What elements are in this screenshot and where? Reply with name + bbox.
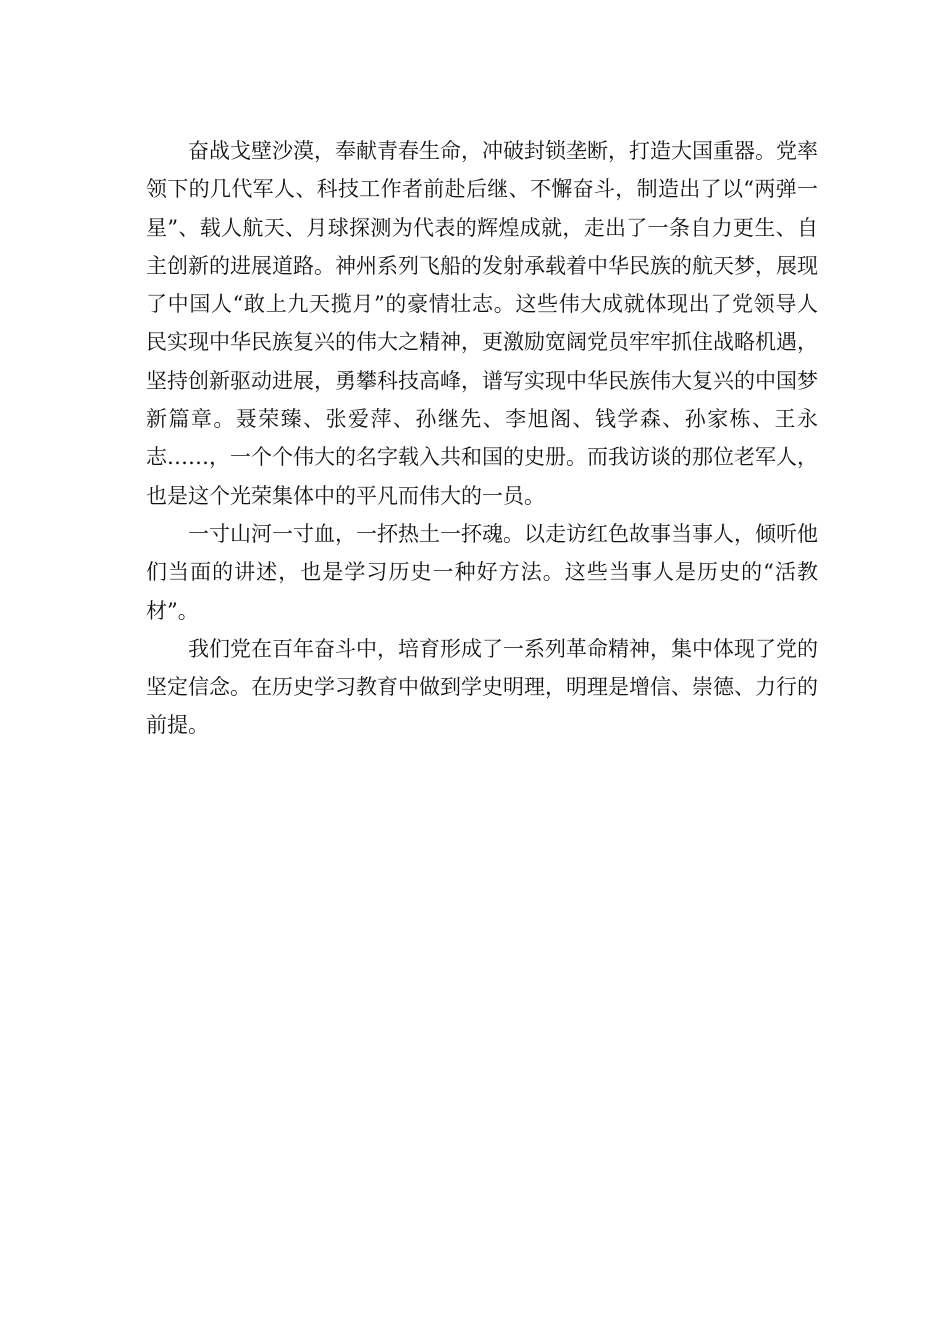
paragraph-1: 奋战戈壁沙漠，奉献青春生命，冲破封锁垄断，打造大国重器。党率领下的几代军人、科技工作者前赴后继、不懈奋斗，制造出了以“两弹一星”、载人航天、月球探测为代表的辉煌成就，走出了一条自力更生、自主创新的进展道路。神州系列飞船的发射承载着中华民族的航天梦，展现了中国人“敢上九天揽月”的豪情壮志。这些伟大成就体现出了党领导人民实现中华民族复兴的伟大之精神，更激励宽阔党员牢牢抓住战略机遇，坚持创新驱动进展，勇攀科技高峰，谱写实现中华民族伟大复兴的中国梦新篇章。聂荣臻、张爱萍、孙继先、李旭阁、钱学森、孙家栋、王永志……，一个个伟大的名字载入共和国的史册。而我访谈的那位老军人，也是这个光荣集体中的平凡而伟大的一员。: [146, 139, 818, 508]
paragraph-2: 一寸山河一寸血，一抔热土一抔魂。以走访红色故事当事人，倾听他们当面的讲述，也是学习历史一种好方法。这些当事人是历史的“活教材”。: [146, 521, 818, 623]
paragraph-3: 我们党在百年奋斗中，培育形成了一系列革命精神，集中体现了党的坚定信念。在历史学习教育中做到学史明理，明理是增信、崇德、力行的前提。: [146, 636, 818, 738]
document-body: [146, 132, 818, 745]
